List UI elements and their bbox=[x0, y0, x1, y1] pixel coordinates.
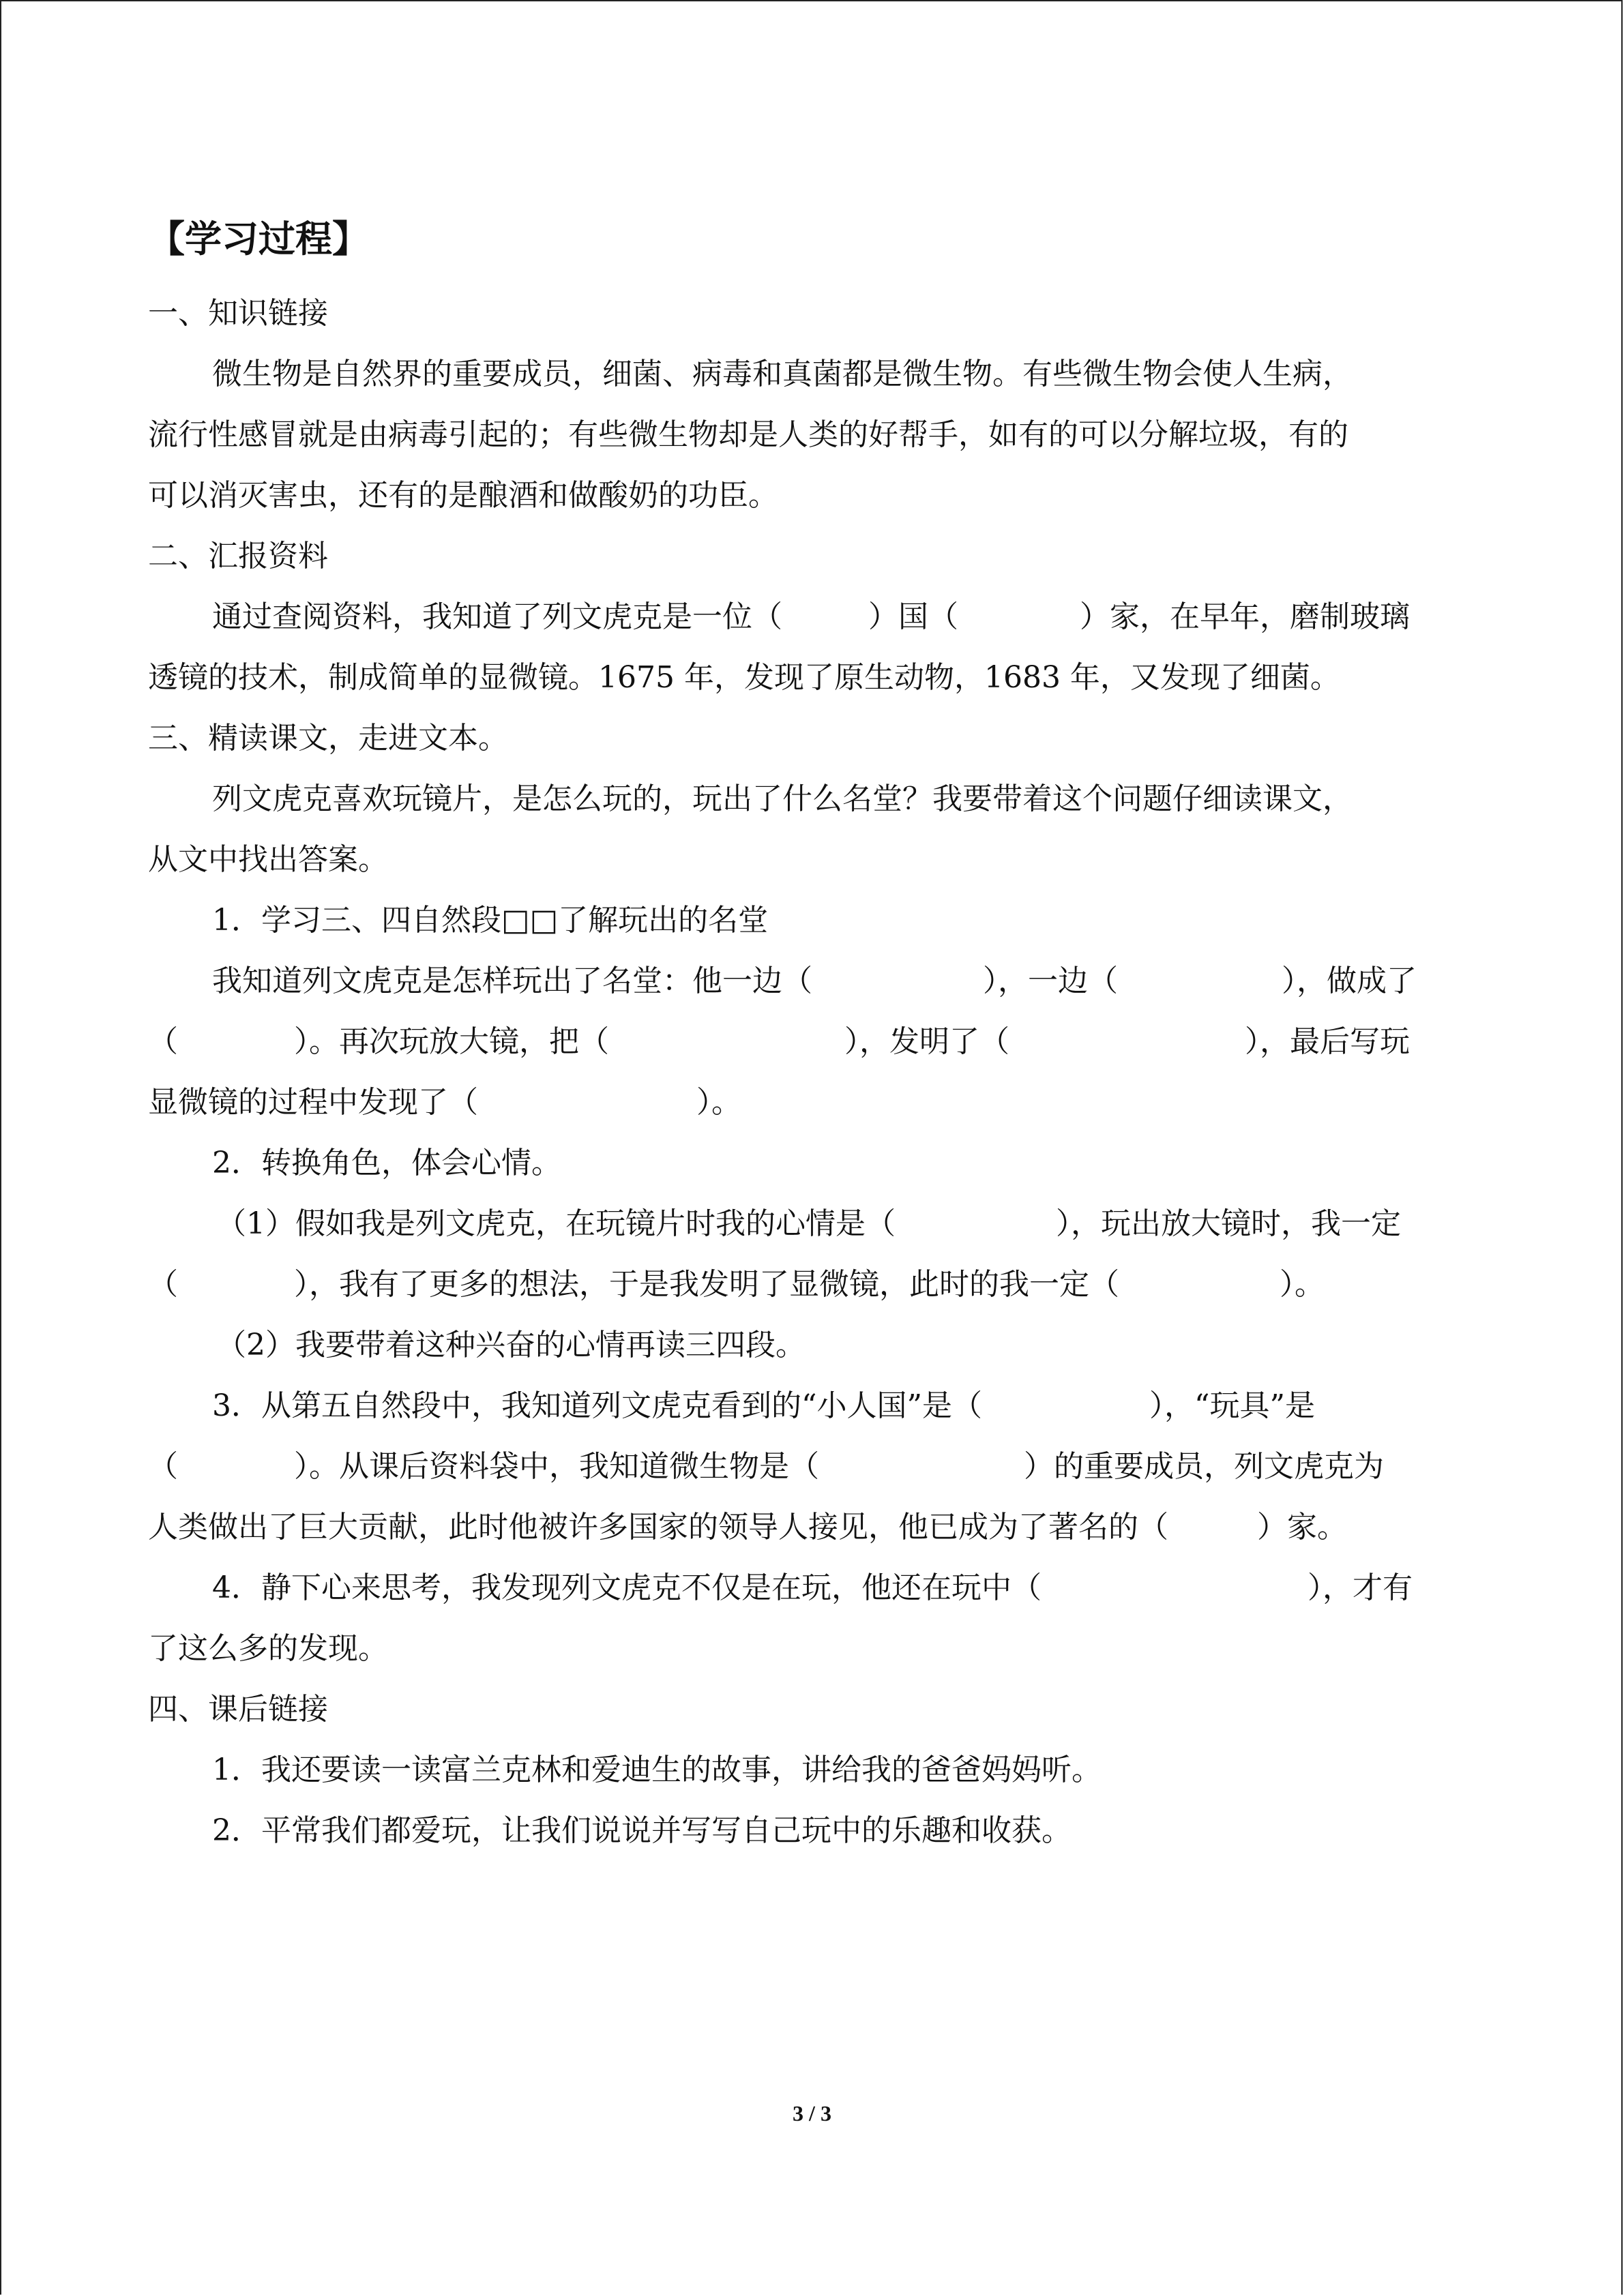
document-body bbox=[148, 208, 1481, 1861]
question-1-title: 1．学习三、四自然段□□了解玩出的名堂 bbox=[212, 903, 769, 938]
text: （ bbox=[148, 1024, 178, 1059]
fill-in-line bbox=[148, 1072, 1481, 1133]
section-heading-knowledge: 一、知识链接 bbox=[148, 296, 328, 331]
text: ），才有 bbox=[1308, 1570, 1413, 1605]
list-item: 1．我还要读一读富兰克林和爱迪生的故事，讲给我的爸爸妈妈听。 bbox=[212, 1753, 1102, 1787]
fill-in-line bbox=[148, 951, 1481, 1011]
text: ），“玩具”是 bbox=[1149, 1388, 1315, 1423]
section-heading-after-class: 四、课后链接 bbox=[148, 1692, 328, 1727]
fill-in-line bbox=[148, 1193, 1481, 1254]
text: ），做成了 bbox=[1282, 964, 1417, 998]
text: ）。 bbox=[696, 1085, 741, 1120]
paragraph-line: （2）我要带着这种兴奋的心情再读三四段。 bbox=[216, 1328, 806, 1362]
text: ）家。 bbox=[1257, 1510, 1347, 1545]
text: ）国（ bbox=[868, 599, 958, 634]
text: ），一边（ bbox=[983, 964, 1118, 998]
fill-in-line bbox=[148, 1011, 1481, 1072]
section-heading-reading: 三、精读课文，走进文本。 bbox=[148, 721, 508, 756]
text: ）。从课后资料袋中，我知道微生物是（ bbox=[294, 1449, 819, 1484]
text: ）家，在早年，磨制玻璃 bbox=[1080, 599, 1410, 634]
paragraph-line bbox=[148, 344, 1481, 404]
fill-in-line bbox=[148, 586, 1481, 647]
fill-in-line bbox=[148, 1436, 1481, 1497]
text: 显微镜的过程中发现了（ bbox=[148, 1085, 478, 1120]
text: （ bbox=[148, 1449, 178, 1484]
text: ），最后写玩 bbox=[1245, 1024, 1410, 1059]
fill-in-line bbox=[148, 1557, 1481, 1618]
list-item: 2．平常我们都爱玩，让我们说说并写写自己玩中的乐趣和收获。 bbox=[212, 1813, 1072, 1848]
text: 4．静下心来思考，我发现列文虎克不仅是在玩，他还在玩中（ bbox=[212, 1570, 1042, 1605]
paragraph-line: 列文虎克喜欢玩镜片，是怎么玩的，玩出了什么名堂？我要带着这个问题仔细读课文， bbox=[212, 781, 1353, 816]
paragraph-line: 透镜的技术，制成简单的显微镜。1675 年，发现了原生动物，1683 年，又发现了细菌。 bbox=[148, 660, 1340, 695]
text: （ bbox=[148, 1267, 178, 1302]
question-2-title: 2．转换角色，体会心情。 bbox=[212, 1146, 561, 1180]
text: ）。 bbox=[1280, 1267, 1325, 1302]
fill-in-line bbox=[148, 1254, 1481, 1315]
paragraph-line: 从文中找出答案。 bbox=[148, 842, 388, 877]
paragraph-line: 了这么多的发现。 bbox=[148, 1631, 388, 1666]
text: 流行性感冒就是由病毒引起的；有些微生物却是人类的好帮手，如有的可以分解垃圾，有的 bbox=[148, 417, 1348, 452]
text: 我知道列文虎克是怎样玩出了名堂：他一边（ bbox=[212, 964, 812, 998]
paragraph-line bbox=[148, 404, 1481, 465]
section-heading-report: 二、汇报资料 bbox=[148, 539, 328, 573]
text: ）的重要成员，列文虎克为 bbox=[1024, 1449, 1384, 1484]
text: ），发明了（ bbox=[844, 1024, 1009, 1059]
paragraph-line: 可以消灭害虫，还有的是酿酒和做酸奶的功臣。 bbox=[148, 478, 778, 513]
text: 3．从第五自然段中，我知道列文虎克看到的“小人国”是（ bbox=[212, 1388, 982, 1423]
text: ），玩出放大镜时，我一定 bbox=[1056, 1206, 1401, 1241]
text: ），我有了更多的想法，于是我发明了显微镜，此时的我一定（ bbox=[294, 1267, 1119, 1302]
page-number: 3 / 3 bbox=[793, 2101, 831, 2126]
text: 通过查阅资料，我知道了列文虎克是一位（ bbox=[212, 599, 782, 634]
page-title: 【学习过程】 bbox=[148, 217, 369, 260]
text: ）。再次玩放大镜，把（ bbox=[294, 1024, 609, 1059]
text: 微生物是自然界的重要成员，细菌、病毒和真菌都是微生物。有些微生物会使人生病， bbox=[212, 357, 1353, 391]
fill-in-line bbox=[148, 1375, 1481, 1436]
text: 人类做出了巨大贡献，此时他被许多国家的领导人接见，他已成为了著名的（ bbox=[148, 1510, 1168, 1545]
text: （1）假如我是列文虎克，在玩镜片时我的心情是（ bbox=[216, 1206, 896, 1241]
fill-in-line bbox=[148, 1497, 1481, 1557]
